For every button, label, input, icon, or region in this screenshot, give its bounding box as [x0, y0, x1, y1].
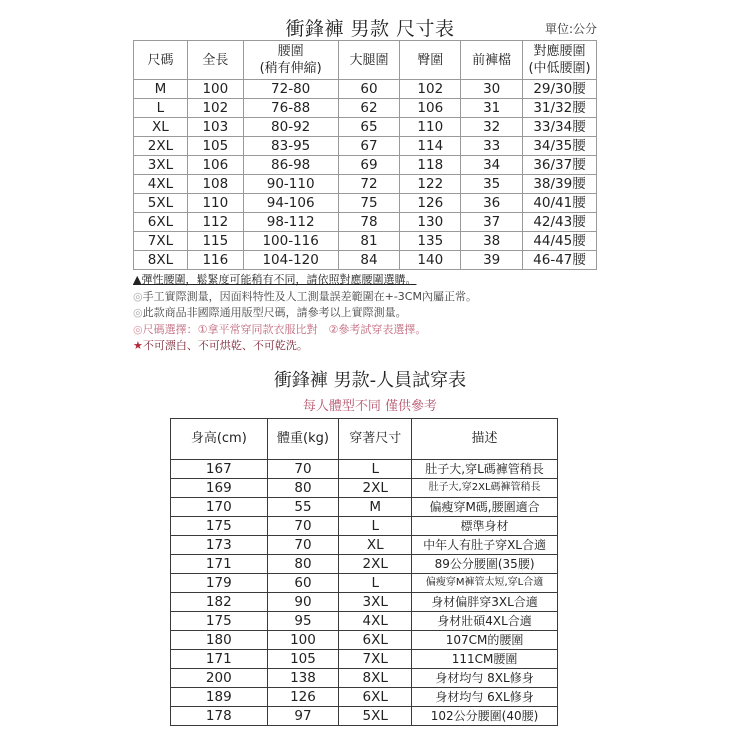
- table-row: [171, 612, 558, 631]
- size-chart-table: [133, 40, 597, 270]
- table-row: [134, 194, 597, 213]
- cell-waist: 98-112: [243, 213, 338, 232]
- cell-description: 偏瘦穿M褲管太短,穿L合適: [412, 574, 558, 593]
- cell-length: 108: [187, 175, 243, 194]
- size-chart-title: 衝鋒褲 男款 尺寸表: [285, 18, 455, 40]
- cell-description: 111CM腰圍: [412, 650, 558, 669]
- cell-fit-waist: 42/43腰: [523, 213, 597, 232]
- table-row: [134, 213, 597, 232]
- notes-section: [133, 272, 477, 355]
- cell-length: 110: [187, 194, 243, 213]
- circle-bullet-icon: ◎: [133, 306, 143, 319]
- table-row: [171, 669, 558, 688]
- cell-front-rise: 37: [461, 213, 523, 232]
- cell-weight: 97: [267, 707, 339, 726]
- cell-worn-size: 2XL: [339, 479, 412, 498]
- col-header-weight: 體重(kg): [267, 419, 339, 460]
- cell-hip: 110: [400, 118, 461, 137]
- cell-waist: 72-80: [243, 80, 338, 99]
- cell-description: 偏瘦穿M碼,腰圍適合: [412, 498, 558, 517]
- cell-worn-size: 8XL: [339, 669, 412, 688]
- note-text: 不可漂白、不可烘乾、不可乾洗。: [142, 339, 308, 352]
- cell-thigh: 67: [338, 137, 400, 156]
- cell-front-rise: 36: [461, 194, 523, 213]
- triangle-icon: ▲: [133, 273, 142, 286]
- cell-front-rise: 33: [461, 137, 523, 156]
- cell-waist: 80-92: [243, 118, 338, 137]
- cell-worn-size: L: [339, 574, 412, 593]
- unit-label: 單位:公分: [545, 22, 598, 36]
- cell-description: 身材均勻 6XL修身: [412, 688, 558, 707]
- cell-weight: 100: [267, 631, 339, 650]
- note-line: [133, 322, 477, 339]
- cell-height: 178: [171, 707, 268, 726]
- cell-description: 標準身材: [412, 517, 558, 536]
- cell-length: 116: [187, 251, 243, 270]
- cell-weight: 70: [267, 536, 339, 555]
- cell-front-rise: 39: [461, 251, 523, 270]
- cell-description: 肚子大,穿2XL碼褲管稍長: [412, 479, 558, 498]
- cell-hip: 140: [400, 251, 461, 270]
- cell-worn-size: 7XL: [339, 650, 412, 669]
- cell-weight: 80: [267, 479, 339, 498]
- cell-weight: 55: [267, 498, 339, 517]
- table-row: [171, 555, 558, 574]
- cell-size: XL: [134, 118, 188, 137]
- fitting-chart-header-row: [171, 419, 558, 460]
- cell-length: 115: [187, 232, 243, 251]
- cell-thigh: 84: [338, 251, 400, 270]
- table-row: [134, 137, 597, 156]
- table-row: [134, 80, 597, 99]
- cell-weight: 70: [267, 517, 339, 536]
- star-icon: ★: [133, 339, 143, 352]
- cell-worn-size: 4XL: [339, 612, 412, 631]
- fitting-chart-title: 衝鋒褲 男款-人員試穿表: [273, 370, 467, 391]
- cell-thigh: 72: [338, 175, 400, 194]
- cell-description: 肚子大,穿L碼褲管稍長: [412, 460, 558, 479]
- cell-height: 175: [171, 612, 268, 631]
- cell-height: 169: [171, 479, 268, 498]
- cell-description: 102公分腰圍(40腰): [412, 707, 558, 726]
- cell-hip: 126: [400, 194, 461, 213]
- cell-fit-waist: 34/35腰: [523, 137, 597, 156]
- cell-description: 89公分腰圍(35腰): [412, 555, 558, 574]
- cell-description: 中年人有肚子穿XL合適: [412, 536, 558, 555]
- cell-weight: 90: [267, 593, 339, 612]
- col-header-worn-size: 穿著尺寸: [339, 419, 412, 460]
- fitting-chart-table: [170, 418, 558, 726]
- cell-height: 167: [171, 460, 268, 479]
- cell-waist: 76-88: [243, 99, 338, 118]
- cell-weight: 80: [267, 555, 339, 574]
- cell-size: 3XL: [134, 156, 188, 175]
- cell-weight: 70: [267, 460, 339, 479]
- cell-description: 107CM的腰圍: [412, 631, 558, 650]
- cell-height: 179: [171, 574, 268, 593]
- cell-waist: 90-110: [243, 175, 338, 194]
- cell-height: 189: [171, 688, 268, 707]
- cell-thigh: 60: [338, 80, 400, 99]
- cell-hip: 114: [400, 137, 461, 156]
- cell-worn-size: L: [339, 460, 412, 479]
- col-header-thigh: 大腿圍: [338, 41, 400, 80]
- cell-size: 2XL: [134, 137, 188, 156]
- cell-fit-waist: 38/39腰: [523, 175, 597, 194]
- cell-front-rise: 32: [461, 118, 523, 137]
- col-header-fit-waist: 對應腰圍 (中低腰圍): [523, 41, 597, 80]
- cell-front-rise: 35: [461, 175, 523, 194]
- circle-bullet-icon: ◎: [133, 289, 143, 303]
- cell-description: 身材壯碩4XL合適: [412, 612, 558, 631]
- cell-size: 4XL: [134, 175, 188, 194]
- cell-thigh: 65: [338, 118, 400, 137]
- cell-size: M: [134, 80, 188, 99]
- table-row: [134, 156, 597, 175]
- note-line: [133, 338, 477, 355]
- cell-worn-size: 6XL: [339, 688, 412, 707]
- cell-hip: 122: [400, 175, 461, 194]
- note-line: [133, 289, 477, 306]
- cell-waist: 83-95: [243, 137, 338, 156]
- cell-hip: 135: [400, 232, 461, 251]
- cell-thigh: 62: [338, 99, 400, 118]
- table-row: [171, 517, 558, 536]
- cell-length: 106: [187, 156, 243, 175]
- table-row: [171, 574, 558, 593]
- cell-worn-size: 2XL: [339, 555, 412, 574]
- cell-fit-waist: 44/45腰: [523, 232, 597, 251]
- cell-height: 180: [171, 631, 268, 650]
- cell-waist: 104-120: [243, 251, 338, 270]
- cell-length: 100: [187, 80, 243, 99]
- cell-worn-size: 5XL: [339, 707, 412, 726]
- table-row: [171, 460, 558, 479]
- cell-size: 6XL: [134, 213, 188, 232]
- cell-fit-waist: 40/41腰: [523, 194, 597, 213]
- note-text: 尺碼選擇：①拿平常穿同款衣服比對 ②參考試穿表選擇。: [142, 322, 427, 336]
- cell-hip: 130: [400, 213, 461, 232]
- cell-weight: 105: [267, 650, 339, 669]
- col-header-waist: 腰圍 (稍有伸縮): [243, 41, 338, 80]
- col-header-length: 全長: [187, 41, 243, 80]
- cell-weight: 95: [267, 612, 339, 631]
- cell-waist: 94-106: [243, 194, 338, 213]
- cell-waist: 86-98: [243, 156, 338, 175]
- cell-front-rise: 34: [461, 156, 523, 175]
- cell-thigh: 78: [338, 213, 400, 232]
- cell-front-rise: 30: [461, 80, 523, 99]
- cell-description: 身材偏胖穿3XL合適: [412, 593, 558, 612]
- col-header-hip: 臀圍: [400, 41, 461, 80]
- cell-height: 175: [171, 517, 268, 536]
- cell-height: 171: [171, 555, 268, 574]
- table-row: [134, 232, 597, 251]
- cell-height: 173: [171, 536, 268, 555]
- cell-thigh: 69: [338, 156, 400, 175]
- cell-worn-size: M: [339, 498, 412, 517]
- cell-height: 170: [171, 498, 268, 517]
- cell-waist: 100-116: [243, 232, 338, 251]
- col-header-height: 身高(cm): [171, 419, 268, 460]
- table-row: [171, 498, 558, 517]
- cell-hip: 118: [400, 156, 461, 175]
- table-row: [171, 650, 558, 669]
- cell-length: 102: [187, 99, 243, 118]
- cell-height: 171: [171, 650, 268, 669]
- cell-description: 身材均勻 8XL修身: [412, 669, 558, 688]
- cell-worn-size: XL: [339, 536, 412, 555]
- col-header-front-rise: 前褲檔: [461, 41, 523, 80]
- cell-length: 112: [187, 213, 243, 232]
- cell-weight: 126: [267, 688, 339, 707]
- table-row: [134, 118, 597, 137]
- cell-thigh: 75: [338, 194, 400, 213]
- cell-size: L: [134, 99, 188, 118]
- cell-size: 5XL: [134, 194, 188, 213]
- note-line: [133, 272, 477, 289]
- cell-size: 8XL: [134, 251, 188, 270]
- col-header-size: 尺碼: [134, 41, 188, 80]
- note-line: [133, 305, 477, 322]
- cell-fit-waist: 29/30腰: [523, 80, 597, 99]
- table-row: [171, 631, 558, 650]
- cell-worn-size: 6XL: [339, 631, 412, 650]
- cell-height: 200: [171, 669, 268, 688]
- cell-front-rise: 31: [461, 99, 523, 118]
- col-header-description: 描述: [412, 419, 558, 460]
- table-row: [171, 536, 558, 555]
- cell-worn-size: L: [339, 517, 412, 536]
- table-row: [171, 479, 558, 498]
- cell-height: 182: [171, 593, 268, 612]
- size-chart-header-row: [134, 41, 597, 80]
- circle-bullet-icon: ◎: [133, 322, 143, 336]
- note-text: 彈性腰圍，鬆緊度可能稍有不同，請依照對應腰圍選購。: [141, 273, 417, 286]
- table-row: [134, 99, 597, 118]
- cell-worn-size: 3XL: [339, 593, 412, 612]
- cell-hip: 106: [400, 99, 461, 118]
- cell-hip: 102: [400, 80, 461, 99]
- cell-fit-waist: 46-47腰: [523, 251, 597, 270]
- table-row: [134, 175, 597, 194]
- cell-thigh: 81: [338, 232, 400, 251]
- cell-weight: 60: [267, 574, 339, 593]
- cell-length: 103: [187, 118, 243, 137]
- table-row: [171, 593, 558, 612]
- table-row: [171, 707, 558, 726]
- cell-size: 7XL: [134, 232, 188, 251]
- cell-fit-waist: 33/34腰: [523, 118, 597, 137]
- table-row: [134, 251, 597, 270]
- fitting-chart-subtitle: 每人體型不同 僅供參考: [302, 399, 438, 414]
- cell-fit-waist: 36/37腰: [523, 156, 597, 175]
- note-text: 此款商品非國際通用版型尺碼，請參考以上實際測量。: [142, 306, 407, 319]
- table-row: [171, 688, 558, 707]
- cell-weight: 138: [267, 669, 339, 688]
- note-text: 手工實際測量，因面料特性及人工測量誤差範圍在+-3CM內屬正常。: [142, 289, 477, 303]
- cell-fit-waist: 31/32腰: [523, 99, 597, 118]
- cell-length: 105: [187, 137, 243, 156]
- cell-front-rise: 38: [461, 232, 523, 251]
